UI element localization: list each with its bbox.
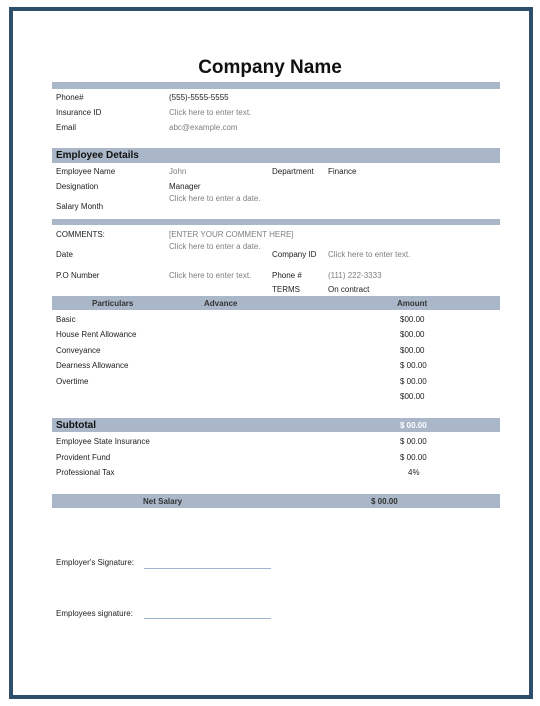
salary-month-label: Salary Month <box>56 202 104 211</box>
table-row-label: Dearness Allowance <box>56 361 129 370</box>
employee-signature-line[interactable] <box>144 618 271 619</box>
phone2-field[interactable]: (111) 222-3333 <box>328 271 382 280</box>
divider-band <box>52 219 500 225</box>
email-field[interactable]: abc@example.com <box>169 123 238 132</box>
table-row-label: Overtime <box>56 377 89 386</box>
po-number-field[interactable]: Click here to enter text. <box>169 271 252 280</box>
employee-name-label: Employee Name <box>56 167 116 176</box>
email-label: Email <box>56 123 77 132</box>
date-label: Date <box>56 250 73 259</box>
table-row-label: Conveyance <box>56 346 101 355</box>
deduction-amount[interactable]: $ 00.00 <box>400 437 427 446</box>
net-salary-row <box>52 494 500 508</box>
date-field[interactable]: Click here to enter a date. <box>169 242 261 251</box>
terms-field[interactable]: On contract <box>328 285 370 294</box>
phone-label: Phone# <box>56 93 84 102</box>
deduction-amount[interactable]: $ 00.00 <box>400 453 427 462</box>
salary-month-field[interactable]: Click here to enter a date. <box>169 194 261 203</box>
table-row-label: Basic <box>56 315 76 324</box>
deduction-label: Employee State Insurance <box>56 437 150 446</box>
subtotal-row <box>52 418 500 432</box>
table-row-amount[interactable]: $ 00.00 <box>400 361 427 370</box>
deduction-label: Provident Fund <box>56 453 111 462</box>
terms-label: TERMS <box>272 285 300 294</box>
designation-label: Designation <box>56 182 99 191</box>
company-id-field[interactable]: Click here to enter text. <box>328 250 411 259</box>
po-number-label: P.O Number <box>56 271 100 280</box>
col-amount: Amount <box>397 299 428 308</box>
phone-value[interactable]: (555)-5555-5555 <box>169 93 229 102</box>
table-row-amount[interactable]: $00.00 <box>400 330 425 339</box>
employee-name-field[interactable]: John <box>169 167 187 176</box>
table-row-amount[interactable]: $00.00 <box>400 346 425 355</box>
company-id-label: Company ID <box>272 250 317 259</box>
net-salary-label: Net Salary <box>143 497 183 506</box>
subtotal-amount: $ 00.00 <box>400 421 427 430</box>
deduction-label: Professional Tax <box>56 468 115 477</box>
table-header <box>52 296 500 310</box>
department-field[interactable]: Finance <box>328 167 357 176</box>
col-advance: Advance <box>204 299 238 308</box>
employee-details-title: Employee Details <box>56 150 139 161</box>
employer-signature-line[interactable] <box>144 568 271 569</box>
divider-band <box>52 82 500 89</box>
phone2-label: Phone # <box>272 271 302 280</box>
col-particulars: Particulars <box>92 299 134 308</box>
table-row-amount[interactable]: $00.00 <box>400 315 425 324</box>
net-salary-amount: $ 00.00 <box>371 497 398 506</box>
table-row-amount[interactable]: $ 00.00 <box>400 377 427 386</box>
comments-field[interactable]: [ENTER YOUR COMMENT HERE] <box>169 230 294 239</box>
employer-signature-label: Employer's Signature: <box>56 558 135 567</box>
employee-details-header <box>52 148 500 163</box>
department-label: Department <box>272 167 314 176</box>
table-row-label: House Rent Allowance <box>56 330 137 339</box>
designation-field[interactable]: Manager <box>169 182 201 191</box>
company-name: Company Name <box>198 57 342 78</box>
subtotal-label: Subtotal <box>56 420 96 431</box>
deduction-amount[interactable]: 4% <box>408 468 420 477</box>
insurance-field[interactable]: Click here to enter text. <box>169 108 252 117</box>
employee-signature-label: Employees signature: <box>56 609 133 618</box>
table-row-amount[interactable]: $00.00 <box>400 392 425 401</box>
insurance-label: Insurance ID <box>56 108 102 117</box>
comments-label: COMMENTS: <box>56 230 105 239</box>
